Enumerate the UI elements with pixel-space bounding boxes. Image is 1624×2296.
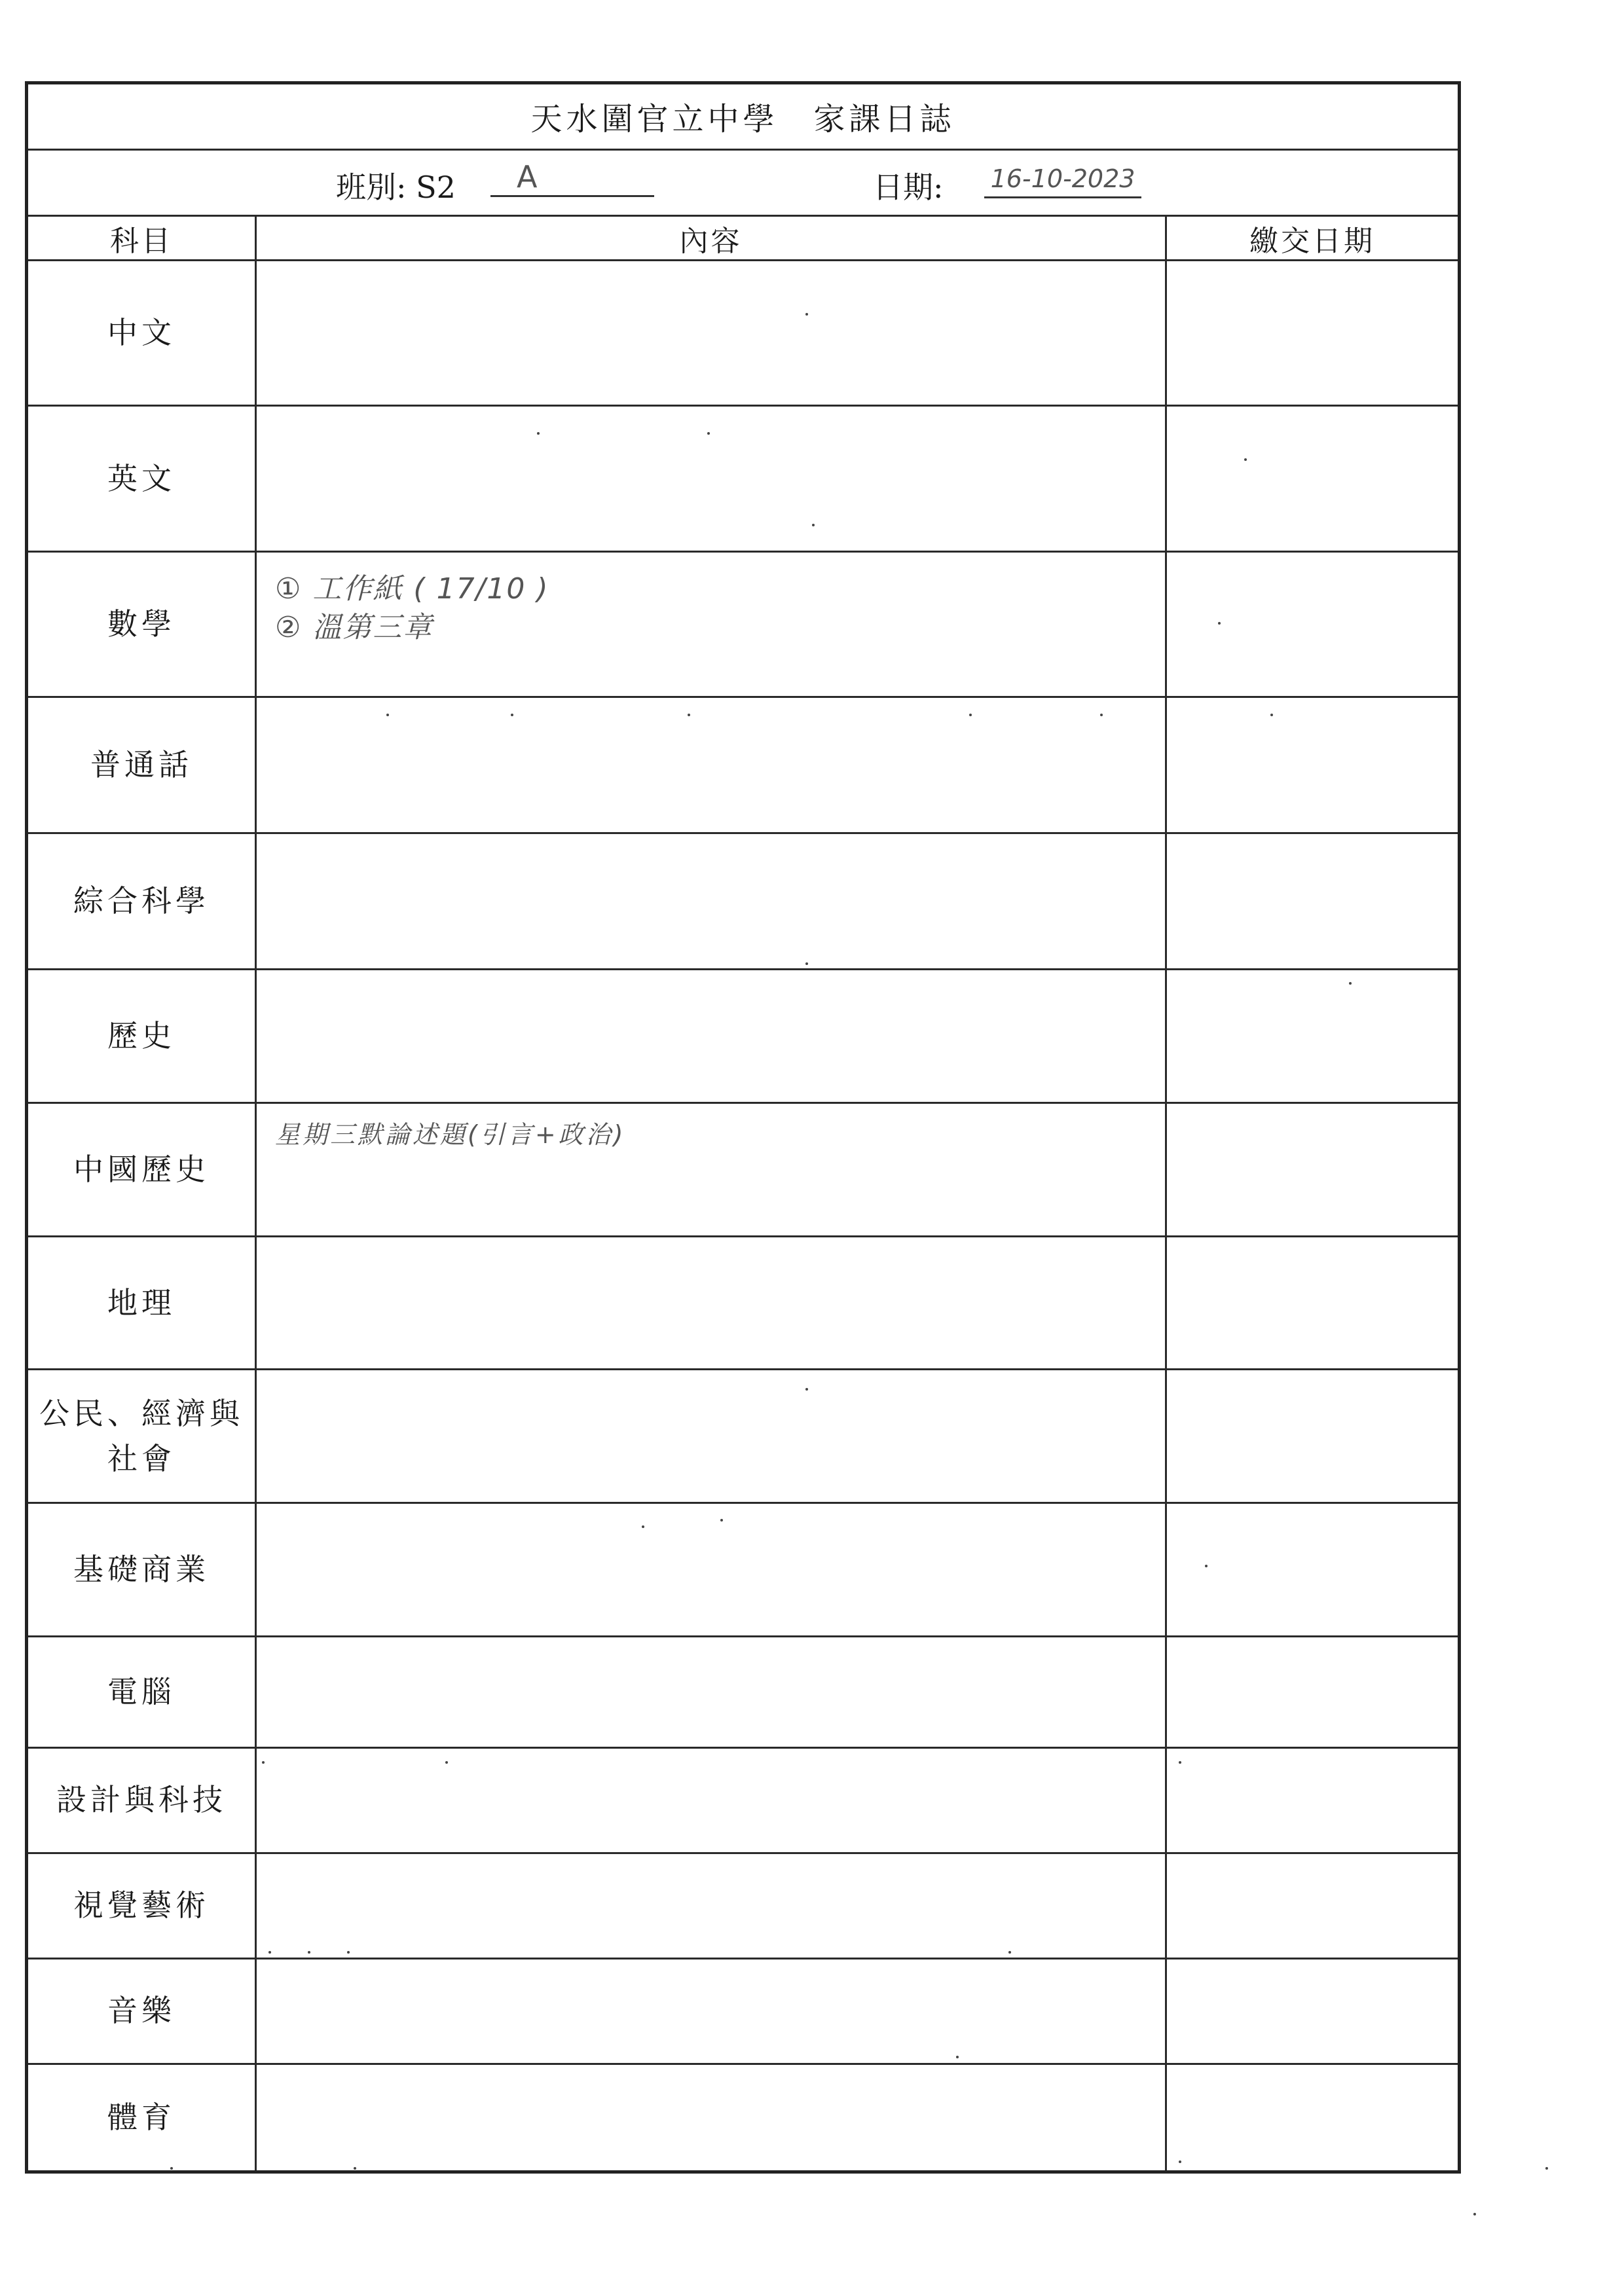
header-subject: 科目	[27, 215, 256, 260]
content-cell[interactable]	[256, 833, 1166, 969]
subject-cell: 中文	[27, 261, 256, 406]
content-cell[interactable]	[256, 1503, 1166, 1637]
scan-speckle	[969, 714, 972, 716]
due-date-cell[interactable]	[1166, 261, 1460, 406]
content-cell[interactable]	[256, 1747, 1166, 1853]
subject-cell: 歷史	[27, 969, 256, 1102]
subject-cell: 中國歷史	[27, 1102, 256, 1236]
subject-cell: 設計與科技	[27, 1747, 256, 1853]
table-row	[27, 697, 1460, 833]
subject-cell: 綜合科學	[27, 833, 256, 969]
scan-speckle	[642, 1525, 644, 1528]
due-date-cell[interactable]	[1166, 697, 1460, 833]
content-cell[interactable]	[256, 1236, 1166, 1370]
scan-speckle	[812, 524, 815, 526]
class-field: A	[490, 158, 654, 197]
content-cell[interactable]	[256, 697, 1166, 833]
subject-cell: 公民、經濟與社會	[27, 1370, 256, 1503]
table-row	[27, 1102, 1460, 1236]
scan-speckle	[268, 1951, 271, 1954]
scan-speckle	[1008, 1951, 1011, 1954]
table-row	[27, 969, 1460, 1102]
page-title: 天水圍官立中學 家課日誌	[27, 83, 1460, 150]
scan-speckle	[511, 714, 513, 716]
handwritten-entry: 星期三默論述題(引言+政治)	[275, 1120, 626, 1149]
scan-speckle	[1179, 2160, 1181, 2163]
content-cell[interactable]	[256, 1853, 1166, 1958]
table-row	[27, 1503, 1460, 1637]
due-date-cell[interactable]	[1166, 1102, 1460, 1236]
scan-speckle	[688, 714, 690, 716]
content-cell[interactable]	[256, 551, 1166, 697]
subject-cell: 電腦	[27, 1637, 256, 1747]
due-date-cell[interactable]	[1166, 969, 1460, 1102]
scan-speckle	[720, 1519, 723, 1522]
scan-speckle	[1473, 2213, 1476, 2215]
date-label: 日期:	[873, 169, 944, 205]
table-row	[27, 2064, 1460, 2172]
due-date-cell[interactable]	[1166, 406, 1460, 551]
table-row	[27, 406, 1460, 551]
due-date-cell[interactable]	[1166, 833, 1460, 969]
scan-speckle	[1205, 1565, 1208, 1567]
scan-speckle	[1100, 714, 1103, 716]
content-cell[interactable]	[256, 406, 1166, 551]
subject-cell: 視覺藝術	[27, 1853, 256, 1958]
column-header-row	[27, 215, 1460, 260]
handwritten-entry: ② 溫第三章	[275, 611, 434, 645]
table-row	[27, 551, 1460, 697]
scan-speckle	[1349, 982, 1352, 985]
content-cell[interactable]	[256, 1370, 1166, 1503]
scan-speckle	[1179, 1761, 1181, 1764]
header-due-date: 繳交日期	[1166, 215, 1460, 260]
title-row	[27, 83, 1460, 150]
content-cell[interactable]	[256, 1958, 1166, 2064]
table-row	[27, 1637, 1460, 1747]
content-cell[interactable]	[256, 261, 1166, 406]
subject-cell: 英文	[27, 406, 256, 551]
scan-speckle	[1218, 622, 1221, 625]
content-cell[interactable]	[256, 2064, 1166, 2172]
subject-cell: 地理	[27, 1236, 256, 1370]
content-cell[interactable]	[256, 969, 1166, 1102]
content-cell[interactable]	[256, 1102, 1166, 1236]
subject-cell: 體育	[27, 2064, 256, 2172]
table-row	[27, 1958, 1460, 2064]
table-row	[27, 1747, 1460, 1853]
scan-speckle	[170, 2167, 173, 2170]
due-date-cell[interactable]	[1166, 551, 1460, 697]
table-row	[27, 261, 1460, 406]
subject-cell: 數學	[27, 551, 256, 697]
scan-speckle	[707, 432, 710, 435]
scan-speckle	[262, 1761, 265, 1764]
scan-speckle	[1270, 714, 1273, 716]
due-date-cell[interactable]	[1166, 2064, 1460, 2172]
scan-speckle	[386, 714, 389, 716]
header-content: 內容	[256, 215, 1166, 260]
due-date-cell[interactable]	[1166, 1853, 1460, 1958]
scan-speckle	[537, 432, 540, 435]
scan-speckle	[1244, 458, 1247, 461]
handwritten-entry: ① 工作紙 ( 17/10 )	[275, 572, 549, 606]
scan-speckle	[308, 1951, 310, 1954]
content-cell[interactable]	[256, 1637, 1166, 1747]
subject-rows	[27, 261, 1460, 2172]
due-date-cell[interactable]	[1166, 1747, 1460, 1853]
date-field: 16-10-2023	[984, 161, 1141, 198]
homework-diary-table	[25, 81, 1461, 2174]
due-date-cell[interactable]	[1166, 1503, 1460, 1637]
subject-cell: 音樂	[27, 1958, 256, 2064]
subject-cell: 基礎商業	[27, 1503, 256, 1637]
due-date-cell[interactable]	[1166, 1637, 1460, 1747]
due-date-cell[interactable]	[1166, 1236, 1460, 1370]
scan-speckle	[347, 1951, 350, 1954]
class-label: 班別: S2	[336, 169, 456, 205]
due-date-cell[interactable]	[1166, 1370, 1460, 1503]
scan-speckle	[805, 313, 808, 316]
scan-speckle	[805, 1388, 808, 1391]
table-row	[27, 1853, 1460, 1958]
scan-speckle	[956, 2056, 959, 2058]
scan-speckle	[445, 1761, 448, 1764]
table-row	[27, 1370, 1460, 1503]
table-row	[27, 833, 1460, 969]
homework-diary-sheet	[25, 81, 1458, 2174]
meta-row	[27, 149, 1460, 215]
subject-cell: 普通話	[27, 697, 256, 833]
due-date-cell[interactable]	[1166, 1958, 1460, 2064]
table-row	[27, 1236, 1460, 1370]
scan-speckle	[1545, 2167, 1548, 2170]
scan-speckle	[805, 962, 808, 965]
scan-speckle	[354, 2167, 356, 2170]
